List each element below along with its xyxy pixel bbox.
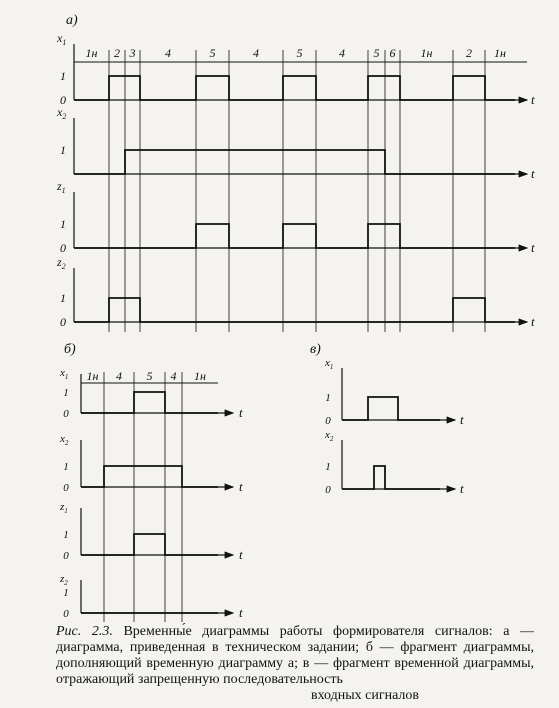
time-label: t	[239, 605, 243, 620]
segment-label: 1н	[494, 46, 506, 60]
segment-label: 5	[296, 46, 303, 60]
panel-b	[59, 342, 243, 622]
segment-label: 4	[339, 46, 345, 60]
signal-name: $z_1$	[60, 501, 68, 515]
panel-b-label: б)	[64, 342, 76, 357]
caption-end: входных сигналов	[310, 688, 420, 703]
time-label: t	[239, 547, 243, 562]
segment-label: 6	[389, 46, 396, 60]
signal-name: $x_1$	[325, 357, 334, 371]
segment-label: 1н	[420, 46, 433, 60]
level-one-label: 1	[63, 529, 69, 541]
time-label: t	[531, 314, 535, 329]
signal-name: $x_2$	[60, 433, 69, 447]
signal-name: $x_2$	[325, 429, 334, 443]
level-one-label: 1	[63, 387, 69, 399]
level-zero-label: 0	[60, 241, 66, 255]
panel-a-label: а)	[66, 13, 78, 28]
waveform	[81, 534, 218, 555]
segment-label: 5	[209, 46, 216, 60]
waveform	[342, 466, 440, 489]
signal-name: $z_2$	[60, 573, 68, 587]
level-zero-label: 0	[325, 484, 331, 496]
panel-a	[56, 13, 535, 332]
level-zero-label: 0	[63, 482, 69, 494]
waveform	[81, 392, 218, 413]
level-one-label: 1	[63, 587, 69, 599]
level-one-label: 1	[60, 69, 66, 83]
figure-caption	[56, 624, 534, 704]
segment-label: 4	[116, 369, 122, 383]
time-label: t	[531, 92, 535, 107]
panel-v-label: в)	[310, 342, 321, 357]
segment-label: 1н	[85, 46, 98, 60]
level-zero-label: 0	[63, 550, 69, 562]
level-one-label: 1	[60, 291, 66, 305]
level-one-label: 1	[60, 143, 66, 157]
level-zero-label: 0	[60, 93, 66, 107]
waveform	[81, 466, 218, 487]
time-label: t	[460, 412, 464, 427]
waveform	[74, 298, 515, 322]
level-zero-label: 0	[60, 315, 66, 329]
waveform	[74, 76, 515, 100]
level-one-label: 1	[63, 461, 69, 473]
level-one-label: 1	[325, 461, 331, 473]
segment-label: 4	[253, 46, 259, 60]
waveform	[342, 397, 440, 420]
segment-label: 3	[129, 46, 136, 60]
level-zero-label: 0	[63, 608, 69, 620]
time-label: t	[460, 481, 464, 496]
time-label: t	[531, 166, 535, 181]
segment-label: 5	[146, 369, 153, 383]
level-zero-label: 0	[325, 415, 331, 427]
caption-lead: Рис. 2.3.	[56, 624, 113, 639]
signal-name: $x_1$	[57, 31, 67, 47]
caption-text: Временны́е диаграммы работы формирователя сигналов: а — диаграмма, приведенная в техническом задании; б — фрагмент диаграммы, дополняющий временную диаграмму а; в — фрагмент временной диаграммы, отражающий запрещенную последовательность	[56, 624, 535, 687]
segment-label: 2	[466, 46, 472, 60]
signal-name: $x_1$	[60, 367, 69, 381]
signal-name: $z_1$	[57, 179, 66, 195]
segment-label: 1н	[86, 369, 99, 383]
time-label: t	[531, 240, 535, 255]
level-one-label: 1	[60, 217, 66, 231]
segment-label: 2	[114, 46, 120, 60]
time-label: t	[239, 479, 243, 494]
time-label: t	[239, 405, 243, 420]
level-one-label: 1	[325, 392, 331, 404]
signal-name: $z_2$	[57, 255, 66, 271]
segment-label: 5	[373, 46, 380, 60]
level-zero-label: 0	[63, 408, 69, 420]
segment-label: 4	[165, 46, 171, 60]
segment-label: 4	[170, 369, 177, 383]
signal-name: $x_2$	[57, 105, 67, 121]
segment-label: 1н	[194, 369, 206, 383]
panel-v	[310, 342, 464, 496]
